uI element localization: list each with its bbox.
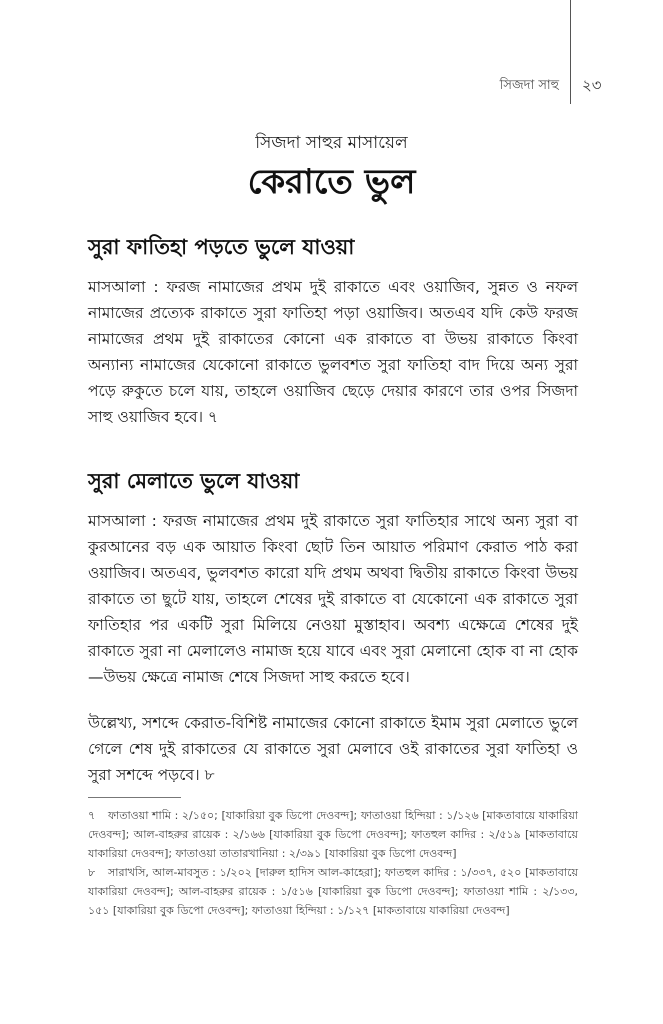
paragraph: মাসআলা : ফরজ নামাজের প্রথম দুই রাকাতে সুরা ফাতিহার সাথে অন্য সুরা বা কুরআনের বড় এক আয়াত কিংবা ছোট তিন আয়াত পরিমাণ কেরাত পাঠ করা ওয়াজিব। অতএব, ভুলবশত কারো যদি প্রথম অথবা দ্বিতীয় রাকাতে কিংবা উভয় রাকাতে তা ছুটে যায়, তাহলে শেষের দুই রাকাতে বা যেকোনো এক রাকাতে সুরা ফাতিহার পর একটি সুরা মিলিয়ে নেওয়া মুস্তাহাব। অবশ্য এক্ষেত্রে শেষের দুই রাকাতে সুরা না মেলালেও নামাজ হয়ে যাবে এবং সুরা মেলানো হোক বা না হোক—উভয় ক্ষেত্রে নামাজ শেষে সিজদা সাহু করতে হবে। — [88, 512, 578, 686]
footnote — [88, 863, 578, 920]
section-heading: সুরা ফাতিহা পড়তে ভুলে যাওয়া — [88, 235, 355, 259]
footnotes — [88, 806, 578, 920]
section-sura-melano — [88, 466, 578, 788]
chapter-subtitle: সিজদা সাহুর মাসায়েল — [255, 133, 408, 153]
footnote-text: সারাখসি, আল-মাবসুত : ১/২০২ [দারুল হাদিস আল-কাহেরা]; ফাতহুল কাদির : ১/৩৩৭, ৫২০ [মাকতাবায়ে যাকারিয়া দেওবন্দ]; আল-বাহরুর রায়েক : ১/৫১৬ [যাকারিয়া বুক ডিপো দেওবন্দ]; ফাতাওয়া শামি : ২/১৩৩, ১৫১ [যাকারিয়া বুক ডিপো দেওবন্দ]; ফাতাওয়া হিন্দিয়া : ১/১২৭ [মাকতাবায়ে যাকারিয়া দেওবন্দ] — [88, 866, 578, 917]
footnote-text: ফাতাওয়া শামি : ২/১৫০; [যাকারিয়া বুক ডিপো দেওবন্দ]; ফাতাওয়া হিন্দিয়া : ১/১২৬ [মাকতাবায়ে যাকারিয়া দেওবন্দ]; আল-বাহরুর রায়েক : ২/১৬৬ [যাকারিয়া বুক ডিপো দেওবন্দ]; ফাতহুল কাদির : ২/৫১৯ [মাকতাবায়ে যাকারিয়া দেওবন্দ]; ফাতাওয়া তাতারখানিয়া : ২/৩৯১ [যাকারিয়া বুক ডিপো দেওবন্দ] — [88, 809, 578, 860]
section-fatiha — [88, 232, 578, 430]
chapter-title: কেরাতে ভুল — [247, 162, 416, 202]
footnote-divider — [88, 797, 181, 798]
body-text — [88, 232, 578, 808]
paragraph: উল্লেখ্য, সশব্দে কেরাত-বিশিষ্ট নামাজের কোনো রাকাতে ইমাম সুরা মেলাতে ভুলে গেলে শেষ দুই রাকাতের যে রাকাতে সুরা মেলাবে ওই রাকাতের সুরা ফাতিহা ও সুরা সশব্দে পড়বে। ৮ — [88, 714, 578, 784]
paragraph: মাসআলা : ফরজ নামাজের প্রথম দুই রাকাতে এবং ওয়াজিব, সুন্নত ও নফল নামাজের প্রত্যেক রাকাতে সুরা ফাতিহা পড়া ওয়াজিব। অতএব যদি কেউ ফরজ নামাজের প্রথম দুই রাকাতের কোনো এক রাকাতে বা উভয় রাকাতে কিংবা অন্যান্য নামাজের যেকোনো রাকাতে ভুলবশত সুরা ফাতিহা বাদ দিয়ে অন্য সুরা পড়ে রুকুতে চলে যায়, তাহলে ওয়াজিব ছেড়ে দেয়ার কারণে তার ওপর সিজদা সাহু ওয়াজিব হবে। ৭ — [88, 278, 578, 426]
running-head: সিজদা সাহু — [499, 78, 559, 93]
section-heading: সুরা মেলাতে ভুলে যাওয়া — [88, 469, 300, 493]
footnote — [88, 806, 578, 863]
footnote-number: ৮ — [88, 866, 96, 879]
header-divider — [570, 0, 571, 104]
footnote-number: ৭ — [88, 809, 96, 822]
page-number: ২৩ — [582, 76, 602, 94]
